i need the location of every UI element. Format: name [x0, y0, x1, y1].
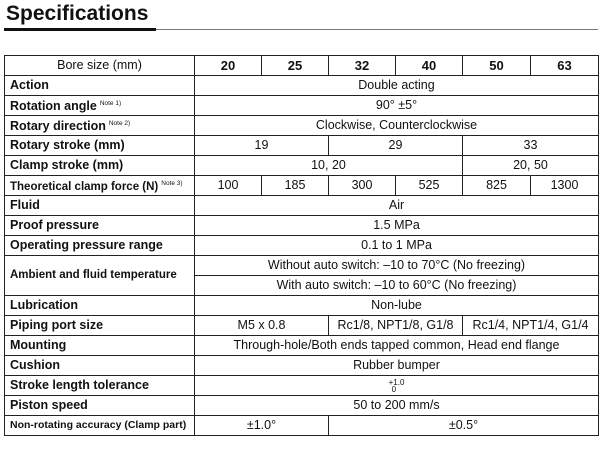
mounting-label: Mounting	[5, 336, 195, 356]
piping-port-label: Piping port size	[5, 316, 195, 336]
table-row-piping-port	[5, 316, 599, 336]
clamp-force-20: 100	[195, 176, 262, 196]
cushion-label: Cushion	[5, 356, 195, 376]
temperature-without-switch: Without auto switch: –10 to 70°C (No freezing)	[195, 256, 599, 276]
stroke-tolerance-value	[195, 376, 599, 396]
action-value: Double acting	[195, 76, 599, 96]
bore-63: 63	[531, 56, 599, 76]
piping-port-20-25: M5 x 0.8	[195, 316, 329, 336]
clamp-stroke-label: Clamp stroke (mm)	[5, 156, 195, 176]
table-row-bore	[5, 56, 599, 76]
cushion-value: Rubber bumper	[195, 356, 599, 376]
non-rotating-20-25: ±1.0°	[195, 416, 329, 436]
non-rotating-label: Non-rotating accuracy (Clamp part)	[5, 416, 195, 436]
tolerance-stack	[389, 379, 405, 393]
clamp-force-50: 825	[463, 176, 531, 196]
table-row-clamp-force	[5, 176, 599, 196]
table-row-mounting	[5, 336, 599, 356]
piping-port-32-40: Rc1/8, NPT1/8, G1/8	[329, 316, 463, 336]
bore-50: 50	[463, 56, 531, 76]
table-row-piston-speed	[5, 396, 599, 416]
mounting-value: Through-hole/Both ends tapped common, Head end flange	[195, 336, 599, 356]
operating-pressure-value: 0.1 to 1 MPa	[195, 236, 599, 256]
fluid-value: Air	[195, 196, 599, 216]
tolerance-upper: +1.0	[388, 377, 405, 387]
clamp-stroke-20-40: 10, 20	[195, 156, 463, 176]
non-rotating-32-63: ±0.5°	[329, 416, 599, 436]
fluid-label: Fluid	[5, 196, 195, 216]
rotary-direction-note: Note 2)	[108, 120, 131, 128]
clamp-force-32: 300	[329, 176, 396, 196]
table-row-stroke-tolerance	[5, 376, 599, 396]
clamp-force-label: Theoretical clamp force (N)	[10, 180, 159, 193]
rotary-direction-label-cell	[5, 116, 195, 136]
table-row-clamp-stroke	[5, 156, 599, 176]
clamp-force-63: 1300	[531, 176, 599, 196]
rotation-angle-note: Note 1)	[99, 100, 122, 108]
piping-port-50-63: Rc1/4, NPT1/4, G1/4	[463, 316, 599, 336]
stroke-tolerance-label: Stroke length tolerance	[5, 376, 195, 396]
rotary-stroke-label: Rotary stroke (mm)	[5, 136, 195, 156]
rotary-stroke-20-25: 19	[195, 136, 329, 156]
table-row-rotation-angle	[5, 96, 599, 116]
clamp-force-label-cell	[5, 176, 195, 196]
lubrication-label: Lubrication	[5, 296, 195, 316]
bore-size-label: Bore size (mm)	[5, 56, 195, 76]
proof-pressure-value: 1.5 MPa	[195, 216, 599, 236]
rotation-angle-label-cell	[5, 96, 195, 116]
page-title: Specifications	[6, 2, 149, 25]
table-row-action	[5, 76, 599, 96]
bore-20: 20	[195, 56, 262, 76]
table-row-operating-pressure	[5, 236, 599, 256]
specifications-table	[4, 55, 599, 436]
rotary-stroke-32-40: 29	[329, 136, 463, 156]
rotary-direction-label: Rotary direction	[10, 119, 106, 134]
piston-speed-value: 50 to 200 mm/s	[195, 396, 599, 416]
table-row-rotary-stroke	[5, 136, 599, 156]
table-row-fluid	[5, 196, 599, 216]
table-row-rotary-direction	[5, 116, 599, 136]
clamp-force-40: 525	[396, 176, 463, 196]
rotation-angle-label: Rotation angle	[10, 99, 97, 114]
lubrication-value: Non-lube	[195, 296, 599, 316]
clamp-stroke-50-63: 20, 50	[463, 156, 599, 176]
clamp-force-note: Note 3)	[161, 180, 183, 188]
temperature-label: Ambient and fluid temperature	[5, 256, 195, 296]
table-row-non-rotating	[5, 416, 599, 436]
table-row-lubrication	[5, 296, 599, 316]
tolerance-lower: 0	[391, 384, 397, 394]
operating-pressure-label: Operating pressure range	[5, 236, 195, 256]
temperature-with-switch: With auto switch: –10 to 60°C (No freezing)	[195, 276, 599, 296]
bore-40: 40	[396, 56, 463, 76]
table-row-proof-pressure	[5, 216, 599, 236]
proof-pressure-label: Proof pressure	[5, 216, 195, 236]
bore-32: 32	[329, 56, 396, 76]
piston-speed-label: Piston speed	[5, 396, 195, 416]
clamp-force-25: 185	[262, 176, 329, 196]
title-underline	[4, 28, 156, 31]
table-row-temperature	[5, 256, 599, 276]
action-label: Action	[5, 76, 195, 96]
title-rule	[156, 29, 598, 30]
rotation-angle-value: 90° ±5°	[195, 96, 599, 116]
table-row-cushion	[5, 356, 599, 376]
bore-25: 25	[262, 56, 329, 76]
rotary-direction-value: Clockwise, Counterclockwise	[195, 116, 599, 136]
rotary-stroke-50-63: 33	[463, 136, 599, 156]
